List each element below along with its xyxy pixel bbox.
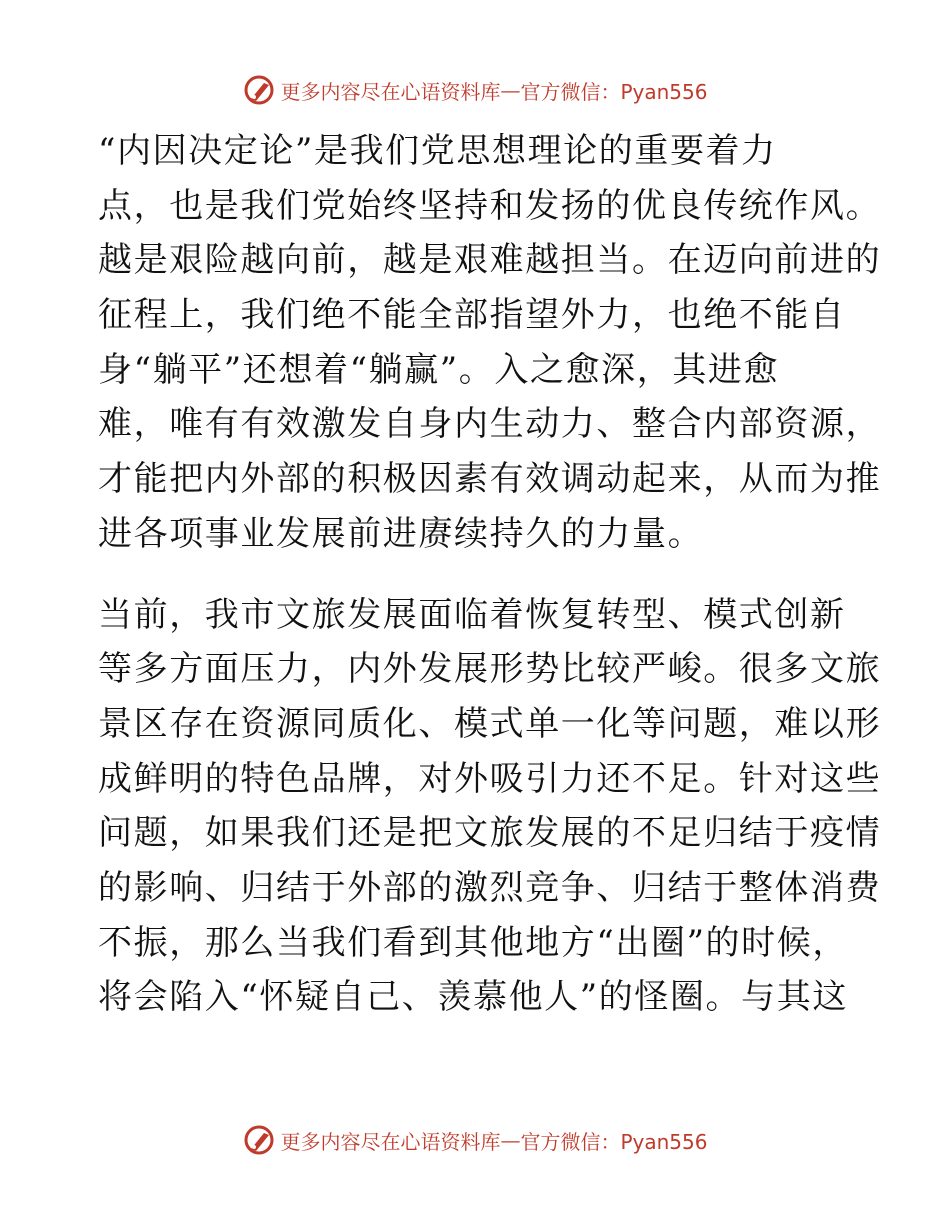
text-line: 等多方面压力，内外发展形势比较严峻。很多文旅 — [98, 649, 882, 690]
header-banner — [0, 70, 950, 110]
text-line: 将会陷入“怀疑自己、羡慕他人”的怪圈。与其这 — [98, 977, 848, 1018]
footer-official-wechat: 官方微信：Pyan556 — [520, 1129, 708, 1154]
text-line: 问题，如果我们还是把文旅发展的不足归结于疫情 — [98, 813, 882, 854]
text-line: 征程上，我们绝不能全部指望外力，也绝不能自 — [98, 295, 846, 336]
document-body — [98, 124, 882, 1025]
header-dash: — — [500, 78, 521, 102]
text-line: 才能把内外部的积极因素有效调动起来，从而为推 — [98, 459, 882, 500]
text-line: 当前，我市文旅发展面临着恢复转型、模式创新 — [98, 594, 846, 635]
paragraph-1 — [98, 124, 882, 562]
footer-banner — [0, 1120, 950, 1160]
text-line: 不振，那么当我们看到其他地方“出圈”的时候， — [98, 922, 848, 963]
text-line: “内因决定论”是我们党思想理论的重要着力 — [98, 131, 777, 171]
text-line: 进各项事业发展前进赓续持久的力量。 — [98, 513, 704, 554]
footer-promo-text: 更多内容尽在心语资料库 — [280, 1129, 501, 1154]
header-promo-text: 更多内容尽在心语资料库 — [280, 79, 501, 104]
text-line: 成鲜明的特色品牌，对外吸引力还不足。针对这些 — [98, 758, 882, 799]
text-line: 身“躺平”还想着“躺赢”。入之愈深，其进愈 — [98, 349, 780, 390]
paragraph-2 — [98, 588, 882, 1026]
paragraph-spacer — [98, 562, 858, 588]
header-official-wechat: 官方微信：Pyan556 — [520, 79, 708, 104]
text-line: 点，也是我们党始终坚持和发扬的优良传统作风。 — [98, 185, 882, 226]
pen-logo-icon — [242, 73, 276, 107]
pen-logo-icon — [242, 1123, 276, 1157]
footer-dash: — — [500, 1128, 521, 1152]
text-line: 难，唯有有效激发自身内生动力、整合内部资源， — [98, 404, 882, 445]
text-line: 的影响、归结于外部的激烈竞争、归结于整体消费 — [98, 867, 882, 908]
text-line: 越是艰险越向前，越是艰难越担当。在迈向前进的 — [98, 240, 882, 281]
text-line: 景区存在资源同质化、模式单一化等问题，难以形 — [98, 703, 882, 744]
